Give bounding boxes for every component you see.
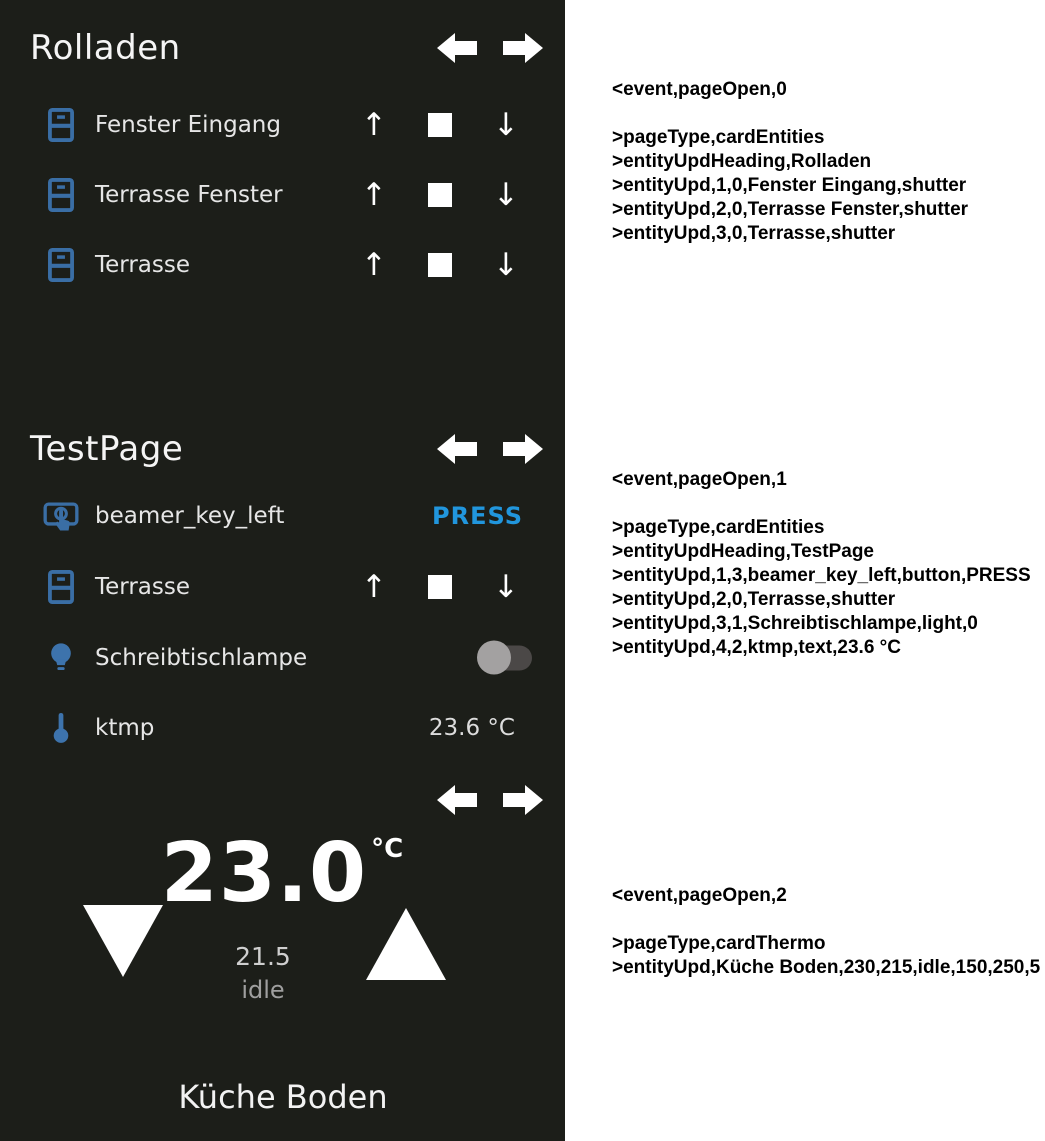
spacer xyxy=(612,102,1042,126)
shutter-down-button[interactable] xyxy=(488,552,524,622)
temp-down-button[interactable] xyxy=(83,905,163,977)
protocol-line: >pageType,cardThermo xyxy=(612,933,826,954)
protocol-event-line: <event,pageOpen,1 xyxy=(612,469,787,490)
spacer xyxy=(612,492,1042,516)
nav-right-arrow-icon[interactable] xyxy=(503,431,543,467)
up-arrow-icon: ↑ xyxy=(361,246,387,283)
shutter-controls xyxy=(356,90,524,160)
up-arrow-icon: ↑ xyxy=(361,106,387,143)
current-temperature xyxy=(150,826,410,921)
up-arrow-icon: ↑ xyxy=(361,176,387,213)
nav-left-arrow-icon[interactable] xyxy=(437,782,477,818)
stop-square-icon xyxy=(428,575,452,599)
stop-square-icon xyxy=(428,113,452,137)
shutter-icon xyxy=(42,106,80,144)
shutter-stop-button[interactable] xyxy=(422,160,458,230)
screen-rolladen xyxy=(0,0,565,415)
shutter-controls xyxy=(356,160,524,230)
protocol-line: >pageType,cardEntities xyxy=(612,517,825,538)
protocol-block-page2 xyxy=(612,884,1042,980)
protocol-line: >entityUpd,2,0,Terrasse,shutter xyxy=(612,589,896,610)
shutter-up-button[interactable] xyxy=(356,160,392,230)
down-arrow-icon: ↓ xyxy=(493,568,519,605)
entity-row-terrasse-fenster xyxy=(0,160,565,230)
nav-left-arrow-icon[interactable] xyxy=(437,30,477,66)
thermostat-title: Küche Boden xyxy=(178,1078,388,1116)
light-toggle-switch[interactable] xyxy=(480,646,532,671)
entity-label: Schreibtischlampe xyxy=(95,645,308,671)
entity-row-terrasse xyxy=(0,230,565,300)
entity-row-schreibtischlampe xyxy=(0,623,565,693)
spacer xyxy=(612,908,1042,932)
stop-square-icon xyxy=(428,183,452,207)
page-navigation xyxy=(437,30,543,66)
temperature-value: 23.6 °C xyxy=(428,715,515,741)
target-temperature: 21.5 xyxy=(235,942,291,971)
protocol-line: >entityUpd,2,0,Terrasse Fenster,shutter xyxy=(612,199,969,220)
shutter-icon xyxy=(42,176,80,214)
shutter-down-button[interactable] xyxy=(488,230,524,300)
up-triangle-icon xyxy=(366,908,446,980)
hvac-state: idle xyxy=(241,976,285,1004)
current-temperature-value: 23.0 xyxy=(160,826,368,921)
lightbulb-icon xyxy=(42,639,80,677)
page-navigation xyxy=(437,782,543,818)
protocol-line: >pageType,cardEntities xyxy=(612,127,825,148)
thermo-header xyxy=(30,780,543,820)
nav-right-arrow-icon[interactable] xyxy=(503,782,543,818)
entity-label: Terrasse Fenster xyxy=(95,182,283,208)
shutter-controls xyxy=(356,552,524,622)
protocol-event-line: <event,pageOpen,0 xyxy=(612,79,787,100)
entity-label: Terrasse xyxy=(95,574,191,600)
shutter-up-button[interactable] xyxy=(356,230,392,300)
toggle-knob xyxy=(477,641,511,675)
press-button[interactable]: PRESS xyxy=(432,502,523,530)
shutter-stop-button[interactable] xyxy=(422,90,458,160)
down-triangle-icon xyxy=(83,905,163,977)
up-arrow-icon: ↑ xyxy=(361,568,387,605)
page-title: TestPage xyxy=(30,429,184,469)
entity-row-beamer-key-left xyxy=(0,481,565,551)
testpage-header xyxy=(30,427,543,471)
temperature-unit: °C xyxy=(371,834,404,864)
shutter-stop-button[interactable] xyxy=(422,230,458,300)
protocol-line: >entityUpd,3,1,Schreibtischlampe,light,0 xyxy=(612,613,978,634)
page-title: Rolladen xyxy=(30,28,181,68)
entity-row-fenster-eingang xyxy=(0,90,565,160)
temp-up-button[interactable] xyxy=(366,908,446,980)
entity-label: Fenster Eingang xyxy=(95,112,281,138)
screen-thermostat xyxy=(0,770,565,1141)
protocol-line: >entityUpd,4,2,ktmp,text,23.6 °C xyxy=(612,637,901,658)
entity-row-ktmp xyxy=(0,693,565,763)
gesture-tap-button-icon xyxy=(42,497,80,535)
down-arrow-icon: ↓ xyxy=(493,246,519,283)
shutter-down-button[interactable] xyxy=(488,90,524,160)
shutter-icon xyxy=(42,568,80,606)
shutter-up-button[interactable] xyxy=(356,90,392,160)
page-navigation xyxy=(437,431,543,467)
protocol-block-page1 xyxy=(612,468,1042,660)
protocol-block-page0 xyxy=(612,78,1042,246)
entity-label: beamer_key_left xyxy=(95,503,285,529)
entity-label: ktmp xyxy=(95,715,155,741)
entity-row-terrasse xyxy=(0,552,565,622)
protocol-line: >entityUpdHeading,Rolladen xyxy=(612,151,872,172)
rolladen-header xyxy=(30,26,543,70)
thermometer-icon xyxy=(42,709,80,747)
nav-right-arrow-icon[interactable] xyxy=(503,30,543,66)
protocol-event-line: <event,pageOpen,2 xyxy=(612,885,787,906)
nav-left-arrow-icon[interactable] xyxy=(437,431,477,467)
screen-testpage xyxy=(0,415,565,770)
protocol-line: >entityUpd,Küche Boden,230,215,idle,150,250,5 xyxy=(612,957,1041,978)
protocol-line: >entityUpdHeading,TestPage xyxy=(612,541,875,562)
shutter-down-button[interactable] xyxy=(488,160,524,230)
shutter-up-button[interactable] xyxy=(356,552,392,622)
shutter-icon xyxy=(42,246,80,284)
stop-square-icon xyxy=(428,253,452,277)
entity-label: Terrasse xyxy=(95,252,191,278)
protocol-line: >entityUpd,1,0,Fenster Eingang,shutter xyxy=(612,175,967,196)
down-arrow-icon: ↓ xyxy=(493,176,519,213)
protocol-line: >entityUpd,3,0,Terrasse,shutter xyxy=(612,223,896,244)
down-arrow-icon: ↓ xyxy=(493,106,519,143)
protocol-line: >entityUpd,1,3,beamer_key_left,button,PRESS xyxy=(612,565,1031,586)
shutter-stop-button[interactable] xyxy=(422,552,458,622)
shutter-controls xyxy=(356,230,524,300)
